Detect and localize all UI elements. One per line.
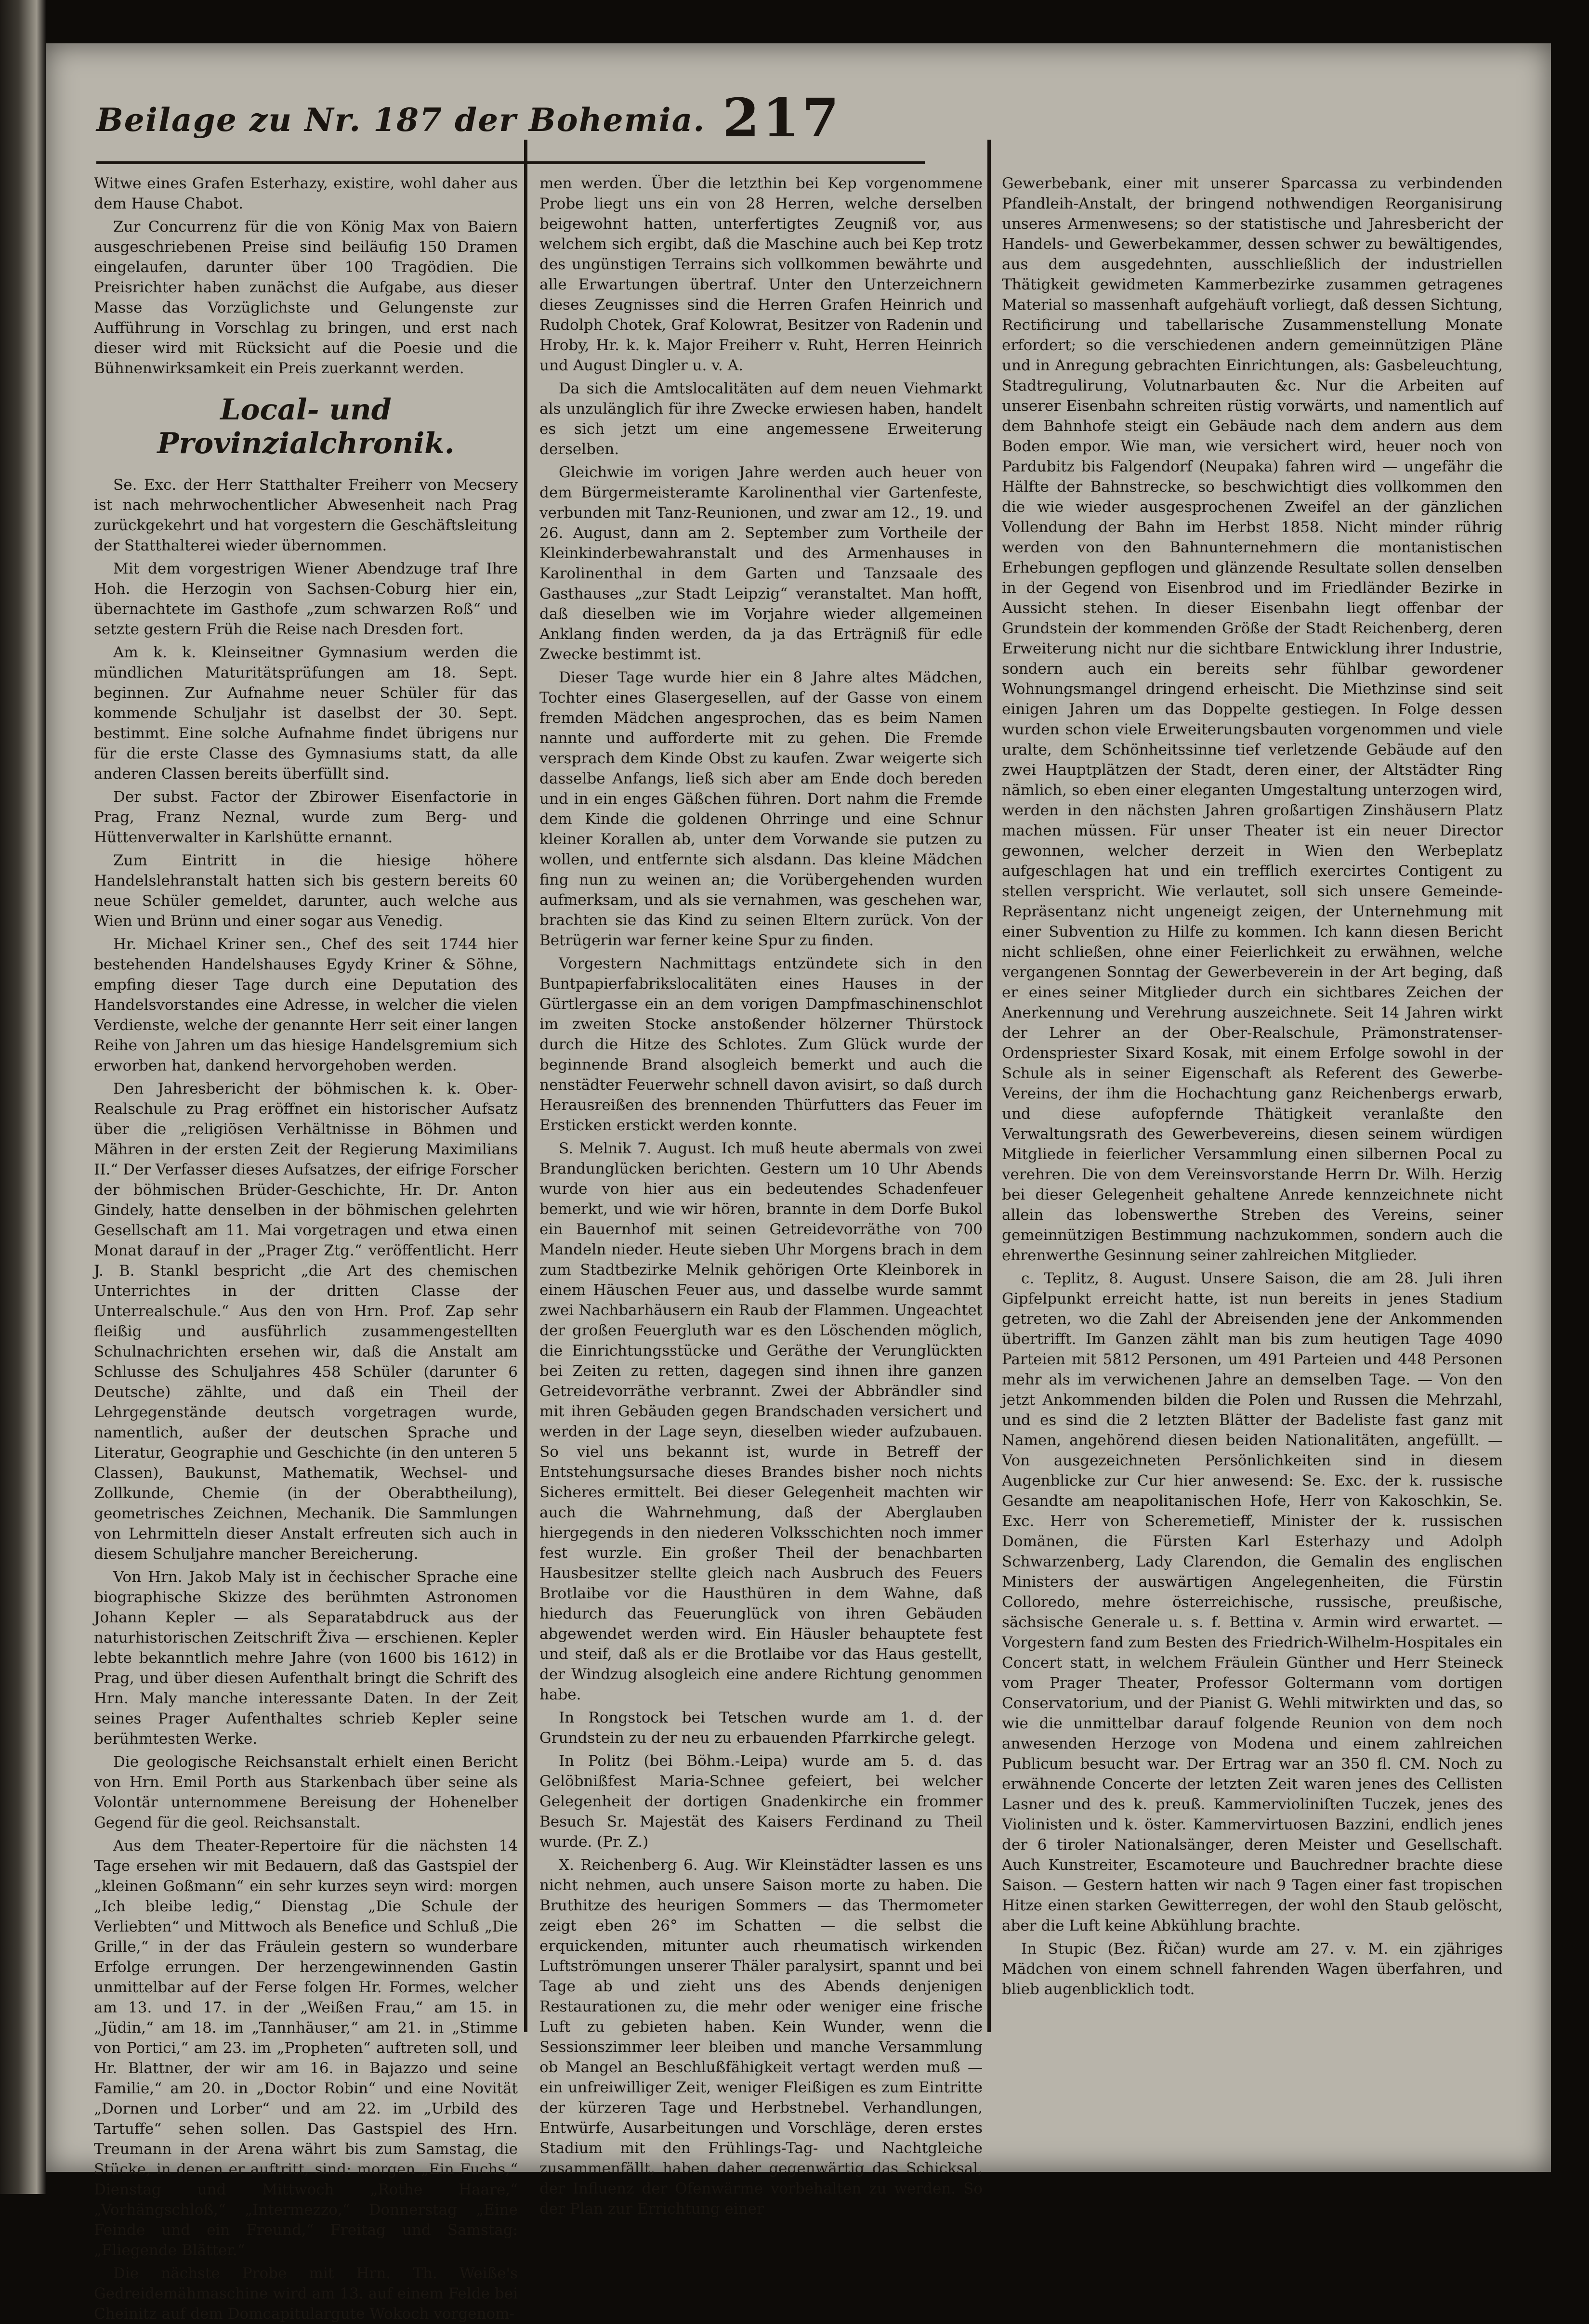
paragraph: Zum Eintritt in die hiesige höhere Handelslehranstalt hatten sich bis gestern bereits 60 neue Schüler gemeldet, darunter, auch welche aus Wien und Brünn und einer sogar aus Venedig. xyxy=(94,852,518,930)
paragraph: X. Reichenberg 6. Aug. Wir Kleinstädter lassen es uns nicht nehmen, auch unsere Saison morte zu haben. Die Bruthitze des heurigen Sommers — das Thermometer zeigt eben 26° im Schatten — die selbst die erquickenden, mitunter auch rheumatisch wirkenden Luftströmungen unserer Thäler paralysirt, spannt und bei Tage ab und zieht uns des Abends denjenigen Restaurationen zu, die mehr oder weniger eine frische Luft zu gebieten haben. Kein Wunder, wenn die Sessionszimmer leer bleiben und manche Versammlung ob Mangel an Beschlußfähigkeit vertagt werden muß — ein unfreiwilliger Zeit, weniger Fleißigen es zum Eintritte der kürzeren Tage und Herbstnebel. Verhandlungen, Entwürfe, Ausarbeitungen und Vorschläge, deren erstes Stadium mit den Frühlings-Tag- und Nachtgleiche zusammenfällt, haben daher gegenwärtig das Schicksal, der Influenz der Ofenwärme vorbehalten zu werden. So der Plan zur Errichtung einer xyxy=(539,1856,983,2218)
paragraph: Da sich die Amtslocalitäten auf dem neuen Viehmarkt als unzulänglich für ihre Zwecke erwiesen haben, handelt es sich jetzt um eine angemessene Erweiterung derselben. xyxy=(539,380,983,458)
column-3 xyxy=(1002,173,1503,2119)
column-1 xyxy=(94,173,518,2323)
paragraph: Den Jahresbericht der böhmischen k. k. Ober-Realschule zu Prag eröffnet ein historischer Aufsatz über die „religiösen Verhältnisse in Böhmen und Mähren in der ersten Zeit der Regierung Maximilians II.“ Der Verfasser dieses Aufsatzes, der eifrige Forscher der böhmischen Brüder-Geschichte, Hr. Dr. Anton Gindely, hatte denselben in der böhmischen gelehrten Gesellschaft am 11. Mai vorgetragen und etwa einen Monat darauf in der „Prager Ztg.“ veröffentlicht. Herr J. B. Stankl bespricht „die Art des chemischen Unterrichtes in der dritten Classe der Unterrealschule.“ Aus den von Hrn. Prof. Zap sehr fleißig und ausführlich zusammengestellten Schulnachrichten ersehen wir, daß die Anstalt am Schlusse des Schuljahres 458 Schüler (darunter 6 Deutsche) zählte, und daß ein Theil der Lehrgegenstände deutsch vorgetragen wurde, namentlich, außer der deutschen Sprache und Literatur, Geographie und Geschichte (in den unteren 5 Classen), Baukunst, Mathematik, Wechsel- und Zollkunde, Chemie (in der Oberabtheilung), geometrisches Zeichnen, Mechanik. Die Sammlungen von Lehrmitteln dieser Anstalt erfreuten sich auch in diesem Schuljahre mancher Bereicherung. xyxy=(94,1080,518,1563)
paragraph: Von Hrn. Jakob Maly ist in čechischer Sprache eine biographische Skizze des berühmten Astronomen Johann Kepler — als Separatabdruck aus der naturhistorischen Zeitschrift Živa — erschienen. Kepler lebte bekanntlich mehre Jahre (von 1600 bis 1612) in Prag, und über diesen Aufenthalt bringt die Schrift des Hrn. Maly manche interessante Daten. In der Zeit seines Prager Aufenthaltes schrieb Kepler seine berühmtesten Werke. xyxy=(94,1568,518,1748)
paragraph: Vorgestern Nachmittags entzündete sich in den Buntpapierfabrikslocalitäten eines Hauses in der Gürtlergasse ein an dem vorigen Dampfmaschinenschlot im zweiten Stocke anstoßender hölzerner Thürstock durch die Hitze des Schlotes. Zum Glück wurde der beginnende Brand alsogleich bemerkt und auch die nenstädter Feuerwehr schnell davon avisirt, so daß durch Herausreißen des brennenden Thürfutters das Feuer im Ersticken erstickt werden konnte. xyxy=(539,955,983,1134)
column-rule-1 xyxy=(524,140,527,2032)
section-heading: Local- und Provinzialchronik. xyxy=(157,393,455,460)
paragraph: men werden. Über die letzthin bei Kep vorgenommene Probe liegt uns ein von 28 Herren, welche derselben beigewohnt hatten, unterfertigtes Zeugniß vor, aus welchem sich ergibt, daß die Maschine auch bei Kep trotz des ungünstigen Terrains sich vollkommen bewährte und alle Erwartungen übertraf. Unter den Unterzeichnern dieses Zeugnisses sind die Herren Grafen Heinrich und Rudolph Chotek, Graf Kolowrat, Besitzer von Radenin und Hroby, Hr. k. k. Major Freiherr v. Ruht, Herren Heinrich und August Dingler u. v. A. xyxy=(539,175,983,374)
paragraph: Die nächste Probe mit Hrn. Th. Weiße's Gedreidemähmaschine wird am 13. auf einem Felde bei Cheinitz auf dem Domcapitulargute Wokoch vorgenom- xyxy=(94,2265,518,2323)
paragraph: Hr. Michael Kriner sen., Chef des seit 1744 hier bestehenden Handelshauses Egydy Kriner & Söhne, empfing dieser Tage durch eine Deputation des Handelsvorstandes eine Adresse, in welcher die vielen Verdienste, welche der genannte Herr seit einer langen Reihe von Jahren um das hiesige Handelsgremium sich erworben hat, dankend hervorgehoben werden. xyxy=(94,936,518,1074)
paragraph: Se. Exc. der Herr Statthalter Freiherr von Mecsery ist nach mehrwochentlicher Abwesenheit nach Prag zurückgekehrt und hat vorgestern die Geschäftsleitung der Statthalterei wieder übernommen. xyxy=(94,476,518,554)
paragraph: Mit dem vorgestrigen Wiener Abendzuge traf Ihre Hoh. die Herzogin von Sachsen-Coburg hier ein, übernachtete im Gasthofe „zum schwarzen Roß“ und setzte gestern Früh die Reise nach Dresden fort. xyxy=(94,560,518,638)
paragraph: Aus dem Theater-Repertoire für die nächsten 14 Tage ersehen wir mit Bedauern, daß das Gastspiel der „kleinen Goßmann“ ein sehr kurzes seyn wird: morgen „Ich bleibe ledig,“ Dienstag „Die Schule der Verliebten“ und Mittwoch als Benefice und Schluß „Die Grille,“ in der das Fräulein gestern so wunderbare Erfolge errungen. Der herzengewinnenden Gastin unmittelbar auf der Ferse folgen Hr. Formes, welcher am 13. und 17. in der „Weißen Frau,“ am 15. in „Jüdin,“ am 18. im „Tannhäuser,“ am 21. in „Stimme von Portici,“ am 23. im „Propheten“ auftreten soll, und Hr. Blattner, der wir am 16. in Bajazzo und seine Familie,“ am 20. in „Doctor Robin“ und eine Novität „Dornen und Lorber“ und am 22. im „Urbild des Tartuffe“ sehen sollen. Das Gastspiel des Hrn. Treumann in der Arena währt bis zum Samstag, die Stücke, in denen er auftritt, sind: morgen „Ein Fuchs,“ Dienstag und Mittwoch „Rothe Haare,“ „Vorhängschloß,“ „Intermezzo,“ Donnerstag „Eine Feinde und ein Freund,“ Freitag und Samstag: „Fliegende Blätter.“ xyxy=(94,1837,518,2259)
paragraph: Witwe eines Grafen Esterhazy, existire, wohl daher aus dem Hause Chabot. xyxy=(94,175,518,212)
paragraph: Gleichwie im vorigen Jahre werden auch heuer von dem Bürgermeisteramte Karolinenthal vier Gartenfeste, verbunden mit Tanz-Reunionen, und zwar am 12., 19. und 26. August, dann am 2. September zum Vortheile der Kleinkinderbewahranstalt und des Armenhauses in Karolinenthal in dem Garten und Tanzsaale des Gasthauses „zur Stadt Leipzig“ veranstaltet. Man hofft, daß dieselben wie im Vorjahre wieder allgemeinen Anklang finden werden, da ja das Erträgniß für edle Zwecke bestimmt ist. xyxy=(539,464,983,663)
paragraph: In Stupic (Bez. Řičan) wurde am 27. v. M. ein zjähriges Mädchen von einem schnell fahrenden Wagen überfahren, und blieb augenblicklich todt. xyxy=(1002,1940,1503,1998)
paragraph: Dieser Tage wurde hier ein 8 Jahre altes Mädchen, Tochter eines Glasergesellen, auf der Gasse von einem fremden Mädchen angesprochen, das es beim Namen nannte und aufforderte mit zu gehen. Die Fremde versprach dem Kinde Obst zu kaufen. Zwar weigerte sich dasselbe Anfangs, ließ sich aber am Ende doch bereden und in ein enges Gäßchen führen. Dort nahm die Fremde dem Kinde die goldenen Ohrringe und eine Schnur kleiner Korallen ab, unter dem Vorwande sie putzen zu wollen, und entfernte sich alsdann. Das kleine Mädchen fing nun zu weinen an; die Vorübergehenden wurden aufmerksam, und als sie vernahmen, was geschehen war, brachten sie das Kind zu seinen Eltern zurück. Von der Betrügerin war ferner keine Spur zu finden. xyxy=(539,669,983,949)
paragraph: Die geologische Reichsanstalt erhielt einen Bericht von Hrn. Emil Porth aus Starkenbach über seine als Volontär unternommene Bereisung der Hohenelber Gegend für die geol. Reichsanstalt. xyxy=(94,1753,518,1831)
paragraph: Gewerbebank, einer mit unserer Sparcassa zu verbindenden Pfandleih-Anstalt, der bringend nothwendigen Reorganisirung unseres Armenwesens; so der statistische und Jahresbericht der Handels- und Gewerbekammer, dessen schwer zu bewältigendes, aus dem ausgedehnten, ausschließlich der industriellen Thätigkeit gewidmeten Kammerbezirke zusammen getragenes Material so massenhaft aufgehäuft vorliegt, daß dessen Sichtung, Rectificirung und tabellarische Zusammenstellung Monate erfordert; so die verschiedenen andern gemeinnützigen Pläne und in Anregung gebrachten Einrichtungen, als: Gasbeleuchtung, Stadtregulirung, Volutnarbauten &c. Nur die Arbeiten auf unserer Eisenbahn schreiten rüstig vorwärts, und namentlich auf dem Bahnhofe steigt ein Gebäude nach dem andern aus dem Boden empor. Wie man, wie versichert wird, heuer noch von Pardubitz bis Falgendorf (Neupaka) fahren wird — ungefähr die Hälfte der Bahnstrecke, so beschwichtigt dies vollkommen den die wie wieder ausgesprochenen Zweifel an der gänzlichen Vollendung der Bahn im Herbst 1858. Nicht minder rührig werden von den Bahnunternehmern die montanistischen Erhebungen gepflogen und glänzende Resultate sollen denselben in der Gegend von Eisenbrod und im Friedländer Bezirke in Aussicht stehen. In dieser Eisenbahn liegt offenbar der Grundstein der kommenden Größe der Stadt Reichenberg, deren Erweiterung nicht nur die sichtbare Entwicklung ihrer Industrie, sondern auch ein bereits sehr fühlbar gewordener Wohnungsmangel dringend erheischt. Die Miethzinse sind seit einigen Jahren um das Doppelte gestiegen. In Folge dessen wurden schon viele Erweiterungsbauten vorgenommen und viele uralte, dem Schönheitssinne tief verletzende Gebäude auf den zwei Hauptplätzen der Stadt, deren einer, der Altstädter Ring nämlich, so eben einer eleganten Umgestaltung unterzogen wird, werden in den nächsten Jahren großartigen Zinshäusern Platz machen müssen. Für unser Theater ist ein neuer Director gewonnen, welcher derzeit in Wien den Werbeplatz aufgeschlagen hat und ein trefflich exercirtes Contigent zu stellen verspricht. Wie verlautet, soll sich unsere Gemeinde-Repräsentanz nicht ungeneigt zeigen, der Unternehmung mit einer Subvention zu Hilfe zu kommen. Ich kann diesen Bericht nicht schließen, ohne einer Feierlichkeit zu erwähnen, welche vergangenen Sonntag der Gewerbeverein in der Art beging, daß er eines seiner Mitglieder durch ein sichtbares Zeichen der Anerkennung und Verehrung auszeichnete. Seit 14 Jahren wirkt der Lehrer an der Ober-Realschule, Prämonstratenser-Ordenspriester Sixard Kosak, mit einem Erfolge sowohl in der Schule als in seiner Eigenschaft als Referent des Gewerbe-Vereins, der ihm die Hochachtung ganz Reichenbergs erwarb, und diese aufopfernde Thätigkeit veranlaßte den Verwaltungsrath des Gewerbevereins, diesen seinem würdigen Mitgliede in feierlicher Versammlung einen silbernen Pocal zu verehren. Die von dem Vereinsvorstande Herrn Dr. Wilh. Herzig bei dieser Gelegenheit gehaltene Anrede kennzeichnete nicht allein das lobenswerthe Streben des Vereins, seiner gemeinnützigen Bestimmung nachzukommen, sondern auch die ehrenwerthe Gesinnung seiner zahlreichen Mitglieder. xyxy=(1002,175,1503,1264)
page-edge-shadow xyxy=(0,0,46,2194)
paragraph: Am k. k. Kleinseitner Gymnasium werden die mündlichen Maturitätsprüfungen am 18. Sept. beginnen. Zur Aufnahme neuer Schüler für das kommende Schuljahr ist daselbst der 30. Sept. bestimmt. Eine solche Aufnahme findet übrigens nur für die erste Classe des Gymnasiums statt, da alle anderen Classen bereits überfüllt sind. xyxy=(94,644,518,783)
column-2 xyxy=(539,173,983,2218)
paragraph: In Politz (bei Böhm.-Leipa) wurde am 5. d. das Gelöbnißfest Maria-Schnee gefeiert, bei welcher Gelegenheit der dortigen Gnadenkirche ein frommer Besuch Sr. Majestät des Kaisers Ferdinand zu Theil wurde. (Pr. Z.) xyxy=(539,1752,983,1851)
page-header xyxy=(96,87,1493,159)
paragraph: c. Teplitz, 8. August. Unsere Saison, die am 28. Juli ihren Gipfelpunkt erreicht hatte, ist nun bereits in jenes Stadium getreten, wo die Zahl der Abreisenden jene der Ankommenden übertrifft. Im Ganzen zählt man bis zum heutigen Tage 4090 Parteien mit 5812 Personen, um 491 Parteien und 448 Personen mehr als im verwichenen Jahre an demselben Tage. — Von den jetzt Ankommenden bilden die Polen und Russen die Mehrzahl, und es sind die 2 letzten Blätter der Badeliste fast ganz mit Namen, angehörend diesen beiden Nationalitäten, angefüllt. — Von ausgezeichneten Persönlichkeiten sind in diesem Augenblicke zur Cur hier anwesend: Se. Exc. der k. russische Gesandte am neapolitanischen Hofe, Herr von Kakoschkin, Se. Exc. Herr von Scheremetieff, Minister der k. russischen Domänen, die Fürsten Karl Esterhazy und Adolph Schwarzenberg, Lady Clarendon, die Gemalin des englischen Ministers der auswärtigen Angelegenheiten, die Fürstin Colloredo, mehre österreichische, russische, preußische, sächsische Generale u. s. f. Bettina v. Armin wird erwartet. — Vorgestern fand zum Besten des Friedrich-Wilhelm-Hospitales ein Concert statt, in welchem Fräulein Günther und Herr Steineck vom Prager Theater, Professor Goltermann vom dortigen Conservatorium, und der Pianist G. Wehli mitwirkten und das, so wie die unmittelbar darauf folgende Reunion von dem noch anwesenden Herzoge von Modena und einem zahlreichen Publicum besucht war. Der Ertrag war an 350 fl. CM. Noch zu erwähnende Concerte der letzten Zeit waren jenes des Cellisten Lasner und des k. preuß. Kammervioliniſten Tuczek, jenes des Violinisten und k. öster. Kammervirtuosen Bazzini, endlich jenes der 6 tiroler Nationalsänger, deren Meister und Gesellschaft. Auch Kunstreiter, Escamoteure und Bauchredner brachte diese Saison. — Gestern hatten wir nach 9 Tagen einer fast tropischen Hitze einen starken Gewitterregen, der wohl den Staub gelöscht, aber die Luft keine Abkühlung brachte. xyxy=(1002,1270,1503,1934)
supplement-title: Beilage zu Nr. 187 der Bohemia. xyxy=(96,101,706,139)
header-rule xyxy=(96,161,925,164)
column-rule-2 xyxy=(987,140,991,2032)
paragraph: Der subst. Factor der Zbirower Eisenfactorie in Prag, Franz Neznal, wurde zum Berg- und Hüttenverwalter in Karlshütte ernannt. xyxy=(94,788,518,846)
paragraph: S. Melnik 7. August. Ich muß heute abermals von zwei Brandunglücken berichten. Gestern um 10 Uhr Abends wurde von hier aus ein bedeutendes Schadenfeuer bemerkt, und wie wir hören, brannte in dem Dorfe Bukol ein Bauernhof mit seinen Getreidevorräthe von 700 Mandeln nieder. Heute sieben Uhr Morgens brach in dem zum Stadtbezirke Melnik gehörigen Orte Kleinborek in einem Häuschen Feuer aus, und dasselbe wurde sammt zwei Nachbarhäusern ein Raub der Flammen. Ungeachtet der großen Feuergluth war es den Löschenden möglich, die Einrichtungsstücke und Geräthe der Verunglückten bei Zeiten zu retten, dagegen sind ihnen ihre ganzen Getreidevorräthe verbrannt. Zwei der Abbrändler sind mit ihren Gebäuden gegen Brandschaden versichert und werden in der Lage seyn, dieselben wieder aufzubauen. So viel uns bekannt ist, wurde in Betreff der Entstehungsursache dieses Brandes bisher noch nichts Sicheres ermittelt. Bei dieser Gelegenheit machten wir auch die Wahrnehmung, daß der Aberglauben hiergegends in den niederen Volksschichten noch immer fest wurzle. Ein großer Theil der benachbarten Hausbesitzer stellte gleich nach Ausbruch des Feuers Brotlaibe vor die Hausthüren in dem Wahne, daß hiedurch das Feuerunglück von ihren Gebäuden abgewendet werden wird. Ein Häusler behauptete fest und steif, daß als er die Brotlaibe vor das Haus gestellt, der Windzug alsogleich eine andere Richtung genommen habe. xyxy=(539,1140,983,1703)
paragraph: Zur Concurrenz für die von König Max von Baiern ausgeschriebenen Preise sind beiläufig 150 Dramen eingelaufen, darunter über 100 Tragödien. Die Preisrichter haben zunächst die Aufgabe, aus dieser Masse das Vorzüglichste und Gelungenste zur Aufführung in Vorschlag zu bringen, und erst nach dieser wird mit Rücksicht auf die Poesie und die Bühnenwirksamkeit ein Preis zuerkannt werden. xyxy=(94,218,518,377)
page-number: 217 xyxy=(722,87,842,149)
paragraph: In Rongstock bei Tetschen wurde am 1. d. der Grundstein zu der neu zu erbauenden Pfarrkirche gelegt. xyxy=(539,1709,983,1747)
